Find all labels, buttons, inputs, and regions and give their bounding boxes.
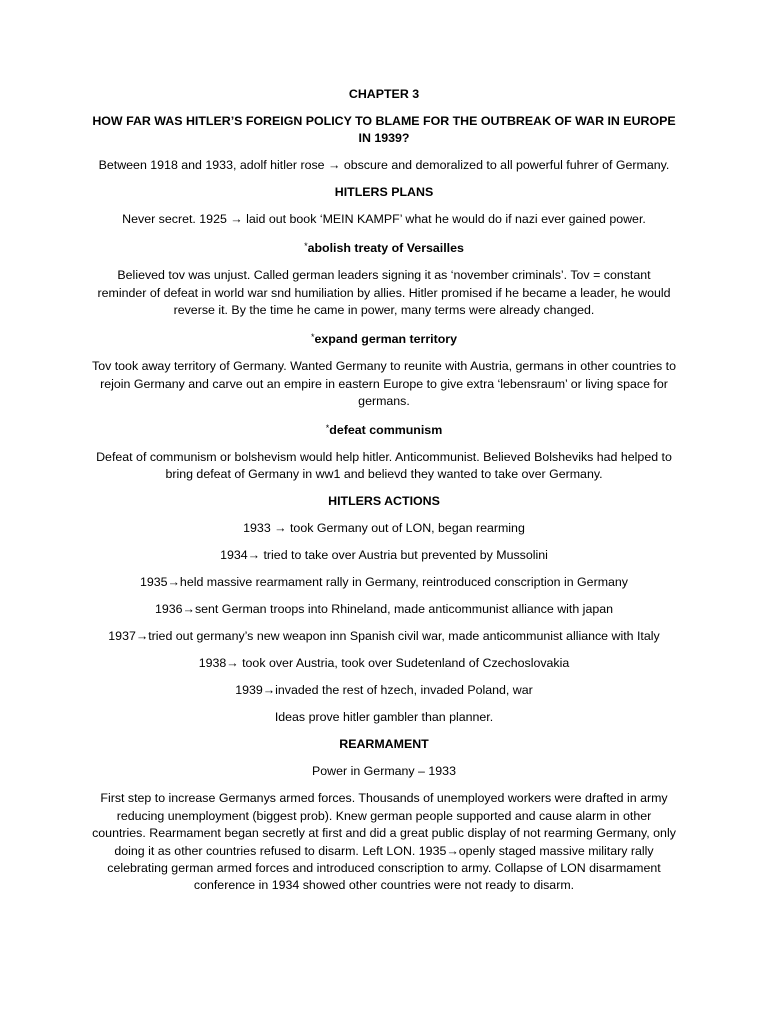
plan-text-versailles: Believed tov was unjust. Called german leaders signing it as ‘november criminals’. Tov = constant reminder of defeat in world war snd humiliation by allies. Hitler promised if he became a leader, he would reverse it. By the time he came in power, many terms were already changed. <box>97 268 671 318</box>
plans-heading: HITLERS PLANS <box>334 185 434 200</box>
action-1934: 1934→ tried to take over Austria but prevented by Mussolini <box>220 548 548 563</box>
action-1935: 1935→held massive rearmament rally in Germany, reintroduced conscription in Germany <box>139 575 629 590</box>
actions-heading: HITLERS ACTIONS <box>328 494 440 509</box>
plan-title-text: abolish treaty of Versailles <box>307 241 464 256</box>
action-1936: 1936→sent German troops into Rhineland, made anticommunist alliance with japan <box>154 602 614 617</box>
plan-title-versailles <box>92 238 676 257</box>
rearmament-heading: REARMAMENT <box>339 737 429 752</box>
plans-intro: Never secret. 1925 → laid out book ‘MEIN KAMPF’ what he would do if nazi ever gained power. <box>122 212 646 227</box>
document-page <box>92 86 676 904</box>
plan-title-territory <box>92 329 676 348</box>
asterisk-marker: * <box>304 241 308 252</box>
action-1933: 1933 → took Germany out of LON, began rearming <box>243 521 525 536</box>
rearmament-subtitle: Power in Germany – 1933 <box>312 764 456 779</box>
action-1938: 1938→ took over Austria, took over Sudetenland of Czechoslovakia <box>198 656 570 671</box>
action-1937: 1937→tried out germany’s new weapon inn Spanish civil war, made anticommunist alliance with Italy <box>108 629 660 644</box>
asterisk-marker: * <box>310 332 315 343</box>
asterisk-marker: * <box>325 423 330 434</box>
plan-title-text: defeat communism <box>329 423 443 438</box>
intro-paragraph: Between 1918 and 1933, adolf hitler rose → obscure and demoralized to all powerful fuhrer of Germany. <box>98 158 670 173</box>
plan-title-text: expand german territory <box>314 332 458 347</box>
plan-text-communism: Defeat of communism or bolshevism would help hitler. Anticommunist. Believed Bolsheviks had helped to bring defeat of Germany in ww1 and believd they wanted to take over Germany. <box>96 450 672 482</box>
rearmament-paragraph: First step to increase Germanys armed forces. Thousands of unemployed workers were drafted in army reducing unemployment (biggest prob). Knew german people supported and cause alarm in other countries. Rearmament began secretly at first and did a great public display of not rearming Germany, only doing it as other countries refused to disarm. Left LON. 1935→openly staged massive military rally celebrating german armed forces and introduced conscription to army. Collapse of LON disarmament conference in 1934 showed other countries were not ready to disarm. <box>92 791 676 893</box>
actions-conclusion: Ideas prove hitler gambler than planner. <box>274 710 494 725</box>
plan-title-communism <box>92 420 676 439</box>
action-1939: 1939→invaded the rest of hzech, invaded Poland, war <box>235 683 533 698</box>
plan-text-territory: Tov took away territory of Germany. Wanted Germany to reunite with Austria, germans in other countries to rejoin Germany and carve out an empire in eastern Europe to give extra ‘lebensraum’ or living space for germans. <box>92 359 676 409</box>
chapter-heading: CHAPTER 3 <box>348 87 420 101</box>
chapter-question: HOW FAR WAS HITLER’S FOREIGN POLICY TO BLAME FOR THE OUTBREAK OF WAR IN EUROPE IN 1939? <box>92 114 676 146</box>
